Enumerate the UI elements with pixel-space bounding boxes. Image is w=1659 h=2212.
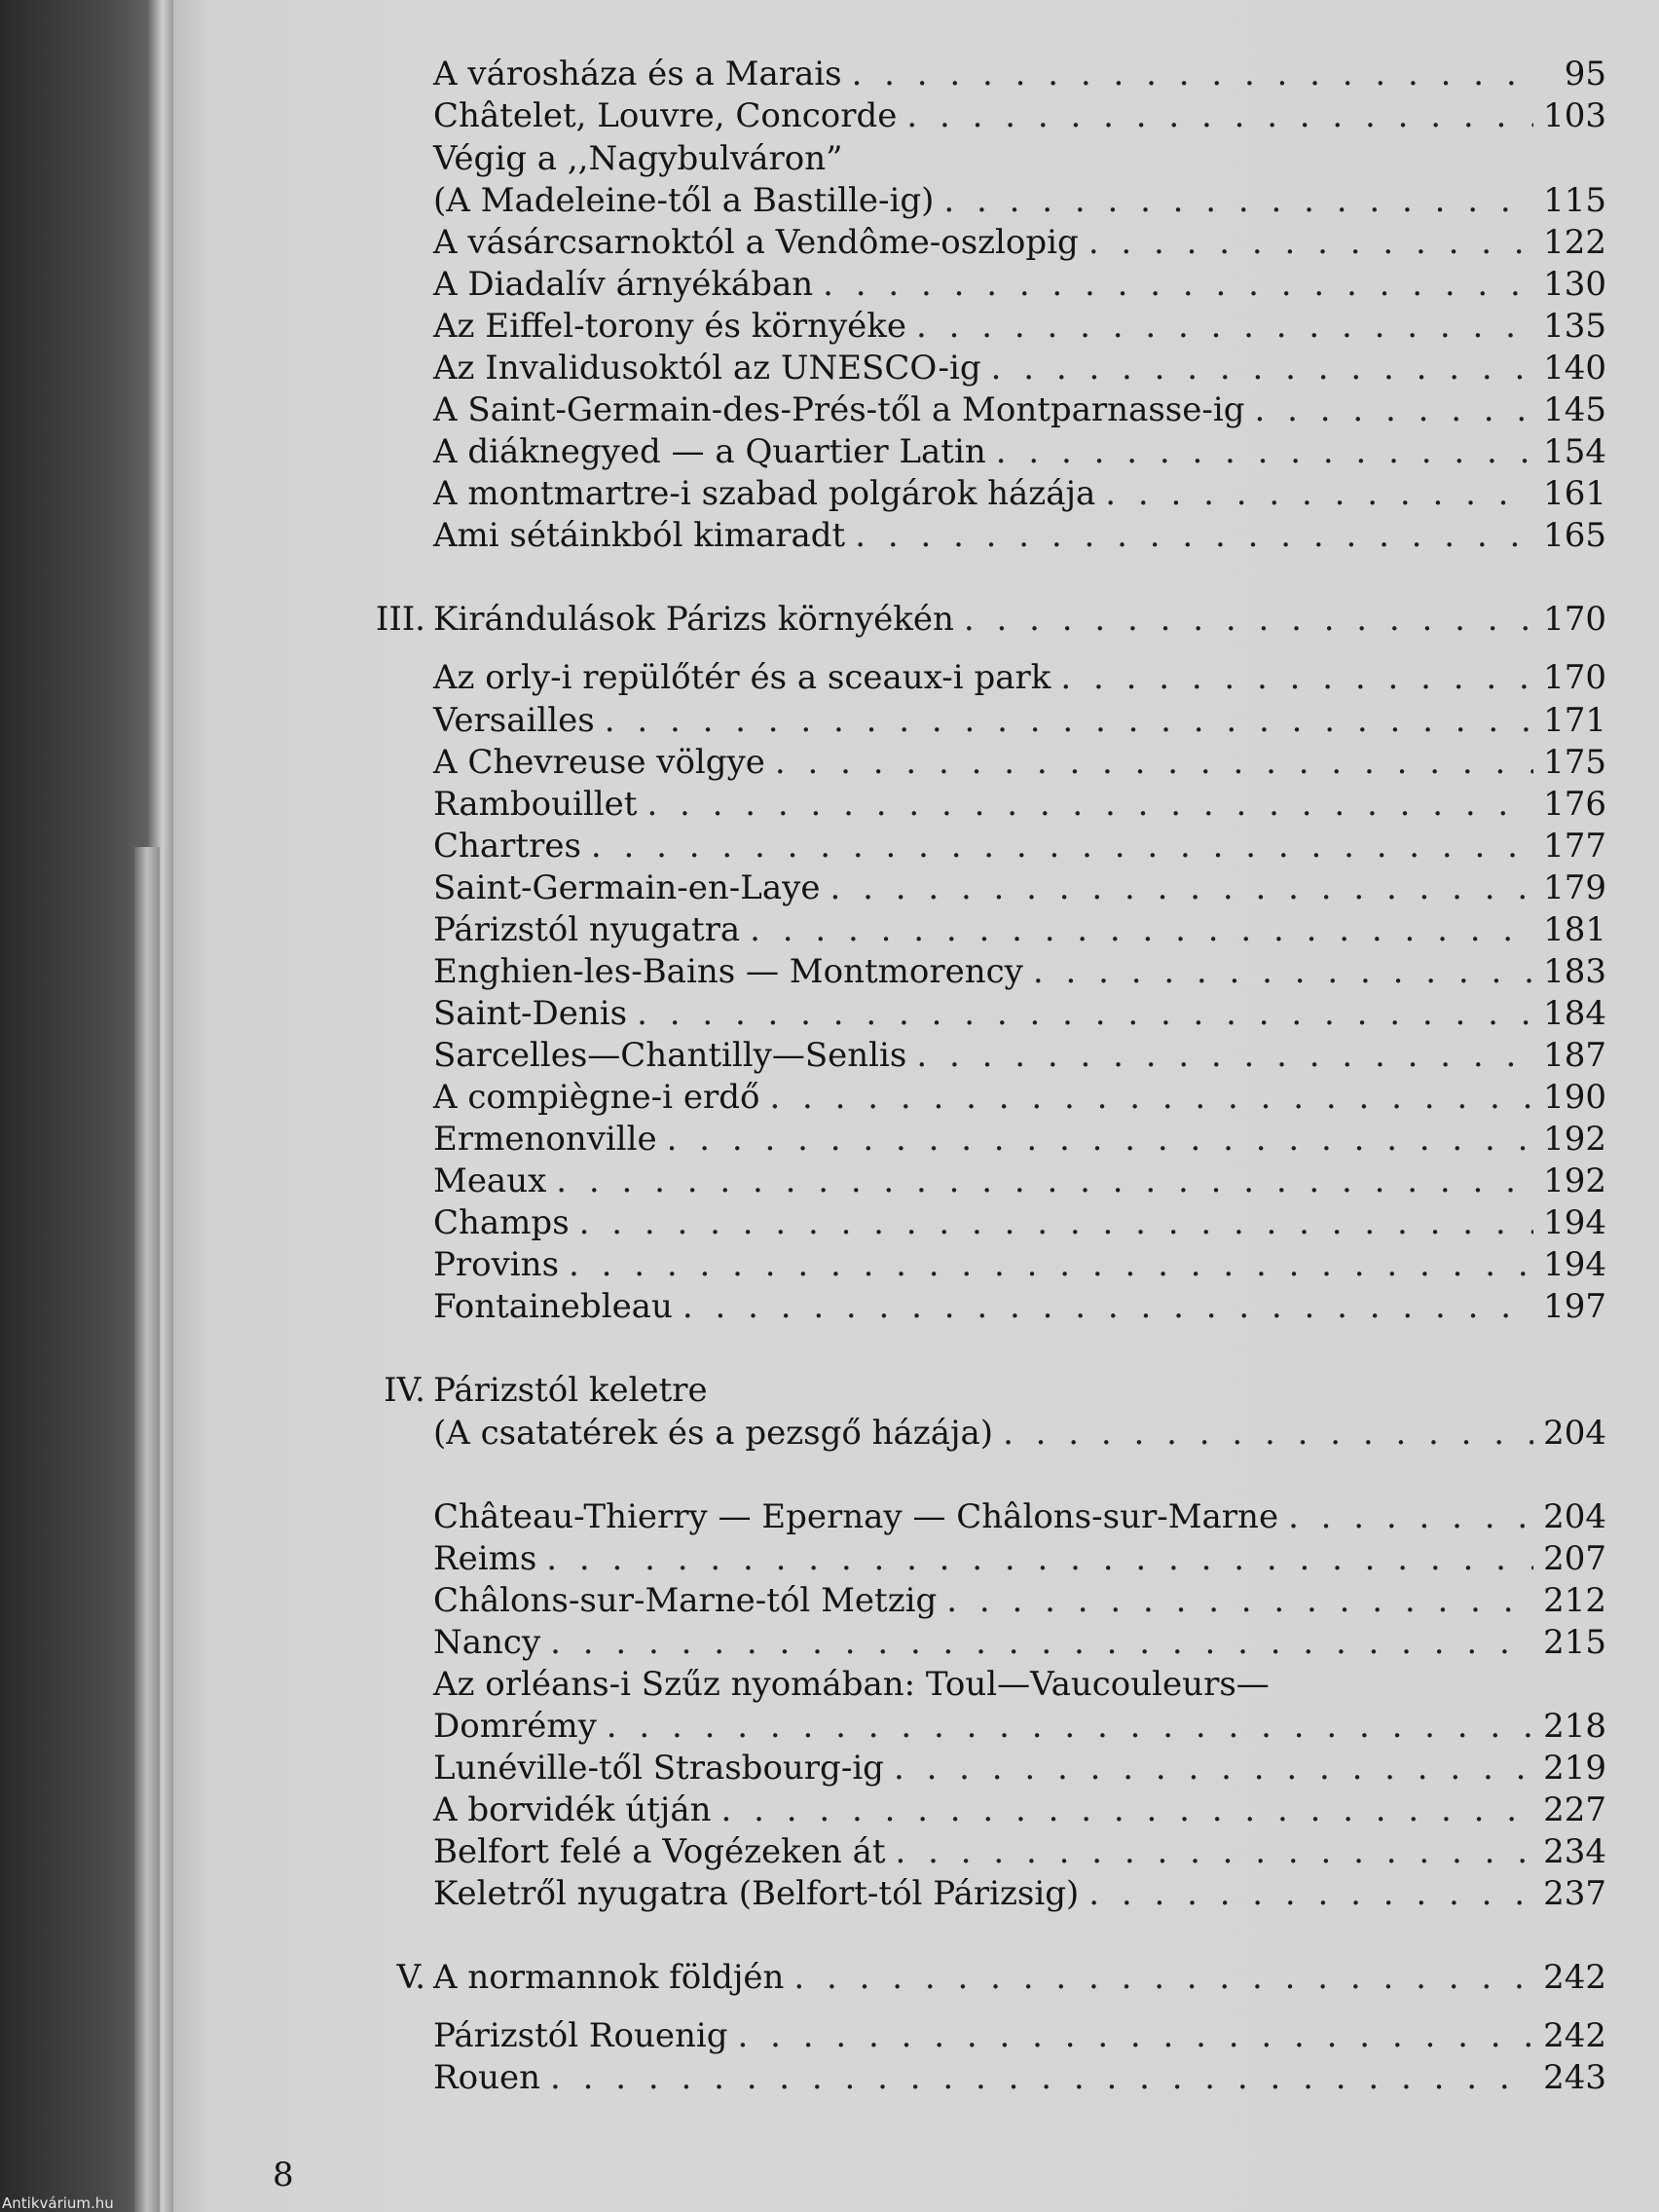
dot-leader <box>996 432 1533 471</box>
entry-title: Champs <box>433 1203 570 1242</box>
entry-page-number: 192 <box>1543 1120 1606 1159</box>
entry-title: Lunéville-től Strasbourg-ig <box>433 1749 884 1788</box>
toc-entry <box>433 701 1606 744</box>
dot-leader <box>1088 1874 1533 1913</box>
dot-leader <box>855 516 1533 555</box>
toc-entry <box>433 910 1606 953</box>
toc-entry <box>433 994 1606 1037</box>
dot-leader <box>556 1161 1533 1200</box>
entry-title: Saint-Denis <box>433 994 628 1033</box>
toc-entry <box>433 1874 1606 1917</box>
section-numeral: V. <box>396 1958 425 1997</box>
dot-leader <box>1088 223 1533 262</box>
entry-title: Fontainebleau <box>433 1287 673 1326</box>
toc-entry <box>433 223 1606 266</box>
entry-page-number: 204 <box>1543 1497 1606 1536</box>
dot-leader <box>569 1245 1533 1284</box>
page-number: 8 <box>273 2156 294 2194</box>
toc-section <box>339 1958 1606 2001</box>
toc-entry <box>433 743 1606 786</box>
toc-entry <box>433 139 1606 182</box>
entry-title: Ami sétáinkból kimaradt <box>433 516 846 555</box>
section-numeral: IV. <box>384 1371 425 1410</box>
entry-title: A montmartre-i szabad polgárok házája <box>433 474 1096 513</box>
toc-entry <box>433 96 1606 139</box>
toc-entry <box>433 349 1606 391</box>
entry-page-number: 176 <box>1543 785 1606 824</box>
entry-page-number: 187 <box>1543 1036 1606 1075</box>
entry-title: A Chevreuse völgye <box>433 743 765 782</box>
entry-page-number: 215 <box>1543 1623 1606 1662</box>
entry-title: Meaux <box>433 1161 547 1200</box>
toc-entry <box>433 1036 1606 1079</box>
entry-page-number: 140 <box>1543 349 1606 387</box>
dot-leader <box>637 994 1533 1033</box>
entry-title: Végig a ,,Nagybulváron” <box>433 139 843 178</box>
entry-page-number: 234 <box>1543 1832 1606 1871</box>
entry-page-number: 154 <box>1543 432 1606 471</box>
toc-entry <box>433 1287 1606 1330</box>
toc-entry <box>433 2016 1606 2059</box>
toc-entry <box>433 1832 1606 1875</box>
entry-title: Kirándulások Párizs környékén <box>433 600 954 639</box>
dot-leader <box>591 827 1533 866</box>
entry-title: Versailles <box>433 701 595 740</box>
entry-page-number: 218 <box>1543 1707 1606 1746</box>
toc-entry <box>433 868 1606 911</box>
entry-title: Enghien-les-Bains — Montmorency <box>433 952 1023 991</box>
entry-title: Párizstól nyugatra <box>433 910 741 949</box>
entry-page-number: 192 <box>1543 1161 1606 1200</box>
entry-title: Belfort felé a Vogézeken át <box>433 1832 886 1871</box>
dot-leader <box>667 1120 1533 1159</box>
dot-leader <box>721 1790 1534 1829</box>
entry-page-number: 219 <box>1543 1749 1606 1788</box>
toc-entry <box>433 181 1606 224</box>
entry-page-number: 243 <box>1543 2058 1606 2097</box>
dot-leader <box>1060 658 1533 697</box>
entry-title: A városháza és a Marais <box>433 55 842 93</box>
dot-leader <box>1255 390 1534 429</box>
dot-leader <box>946 1581 1533 1620</box>
toc-entry <box>433 390 1606 433</box>
dot-leader <box>579 1203 1533 1242</box>
entry-page-number: 237 <box>1543 1874 1606 1913</box>
entry-page-number: 165 <box>1543 516 1606 555</box>
section-numeral: III. <box>375 600 425 639</box>
entry-page-number: 130 <box>1543 265 1606 304</box>
entry-title: Az Invalidusoktól az UNESCO-ig <box>433 349 981 387</box>
toc-entry <box>433 1078 1606 1121</box>
dot-leader <box>896 1832 1534 1871</box>
dot-leader <box>775 743 1533 782</box>
dot-leader <box>550 2058 1533 2097</box>
toc-entry <box>433 1790 1606 1833</box>
entry-title: A diáknegyed — a Quartier Latin <box>433 432 986 471</box>
dot-leader <box>894 1749 1533 1788</box>
toc-entry <box>433 1120 1606 1162</box>
toc-section <box>339 600 1606 643</box>
toc-entry <box>433 55 1606 97</box>
toc-entry <box>433 785 1606 828</box>
dot-leader <box>682 1287 1533 1326</box>
entry-title: Sarcelles—Chantilly—Senlis <box>433 1036 907 1075</box>
entry-title: Reims <box>433 1539 537 1578</box>
entry-page-number: 194 <box>1543 1203 1606 1242</box>
toc-entry <box>433 658 1606 701</box>
dot-leader <box>750 910 1533 949</box>
toc-entry <box>433 1203 1606 1246</box>
dot-leader <box>605 701 1533 740</box>
entry-title: Párizstól keletre <box>433 1371 708 1410</box>
toc-entry <box>433 1749 1606 1791</box>
toc-section <box>339 1371 1606 1414</box>
entry-page-number: 204 <box>1543 1414 1606 1453</box>
entry-title: Châtelet, Louvre, Concorde <box>433 96 898 135</box>
entry-page-number: 242 <box>1543 1958 1606 1997</box>
toc-entry <box>433 432 1606 475</box>
toc-entry <box>433 1707 1606 1750</box>
toc-entry <box>433 474 1606 517</box>
entry-title: A compiègne-i erdő <box>433 1078 760 1117</box>
entry-page-number: 161 <box>1543 474 1606 513</box>
entry-page-number: 115 <box>1543 181 1606 220</box>
dot-leader <box>1288 1497 1533 1536</box>
dot-leader <box>738 2016 1534 2055</box>
dot-leader <box>1105 474 1533 513</box>
entry-page-number: 190 <box>1543 1078 1606 1117</box>
entry-page-number: 95 <box>1564 55 1606 93</box>
toc-entry <box>433 1665 1606 1708</box>
toc-entry <box>433 1497 1606 1540</box>
dot-leader <box>823 265 1533 304</box>
watermark-text: Antikvárium.hu <box>2 2194 114 2212</box>
entry-page-number: 194 <box>1543 1245 1606 1284</box>
entry-title: Rambouillet <box>433 785 638 824</box>
entry-title: Az Eiffel-torony és környéke <box>433 307 907 346</box>
dot-leader <box>916 1036 1533 1075</box>
entry-title: Az orly-i repülőtér és a sceaux-i park <box>433 658 1051 697</box>
entry-page-number: 181 <box>1543 910 1606 949</box>
entry-page-number: 103 <box>1543 96 1606 135</box>
entry-page-number: 170 <box>1543 600 1606 639</box>
dot-leader <box>1033 952 1533 991</box>
entry-page-number: 175 <box>1543 743 1606 782</box>
entry-title: Châlons-sur-Marne-tól Metzig <box>433 1581 938 1620</box>
entry-title: Domrémy <box>433 1707 597 1746</box>
toc-entry <box>433 2058 1606 2101</box>
toc-entry <box>433 265 1606 308</box>
toc-entry <box>433 307 1606 350</box>
dot-leader <box>852 55 1538 93</box>
entry-title: A Diadalív árnyékában <box>433 265 814 304</box>
entry-page-number: 170 <box>1543 658 1606 697</box>
toc-entry <box>433 1623 1606 1666</box>
dot-leader <box>1003 1414 1533 1453</box>
dot-leader <box>546 1539 1533 1578</box>
dot-leader <box>607 1707 1533 1746</box>
entry-title: A borvidék útján <box>433 1790 712 1829</box>
toc-entry <box>433 1245 1606 1288</box>
dot-leader <box>646 785 1533 824</box>
toc-entry <box>433 827 1606 869</box>
entry-title: Ermenonville <box>433 1120 657 1159</box>
entry-title: A vásárcsarnoktól a Vendôme-oszlopig <box>433 223 1079 262</box>
entry-title: Párizstól Rouenig <box>433 2016 728 2055</box>
toc-entry <box>433 1581 1606 1624</box>
toc-entry <box>433 1539 1606 1582</box>
entry-title: Keletről nyugatra (Belfort-tól Párizsig) <box>433 1874 1080 1913</box>
toc-entry <box>433 516 1606 559</box>
entry-title: Nancy <box>433 1623 541 1662</box>
entry-title: A Saint-Germain-des-Prés-től a Montparnasse-ig <box>433 390 1245 429</box>
entry-page-number: 171 <box>1543 701 1606 740</box>
entry-title: Rouen <box>433 2058 540 2097</box>
dot-leader <box>906 96 1533 135</box>
dot-leader <box>793 1958 1533 1997</box>
entry-page-number: 227 <box>1543 1790 1606 1829</box>
entry-title: Az orléans-i Szűz nyomában: Toul—Vaucouleurs— <box>433 1665 1270 1704</box>
entry-page-number: 177 <box>1543 827 1606 866</box>
entry-title: Château-Thierry — Epernay — Châlons-sur-Marne <box>433 1497 1279 1536</box>
dot-leader <box>830 868 1533 907</box>
toc-entry <box>433 952 1606 995</box>
entry-page-number: 212 <box>1543 1581 1606 1620</box>
entry-title: (A csatatérek és a pezsgő házája) <box>433 1414 994 1453</box>
dot-leader <box>769 1078 1533 1117</box>
dot-leader <box>943 181 1533 220</box>
entry-page-number: 122 <box>1543 223 1606 262</box>
entry-title: Provins <box>433 1245 560 1284</box>
entry-page-number: 183 <box>1543 952 1606 991</box>
entry-page-number: 242 <box>1543 2016 1606 2055</box>
dot-leader <box>916 307 1533 346</box>
entry-page-number: 179 <box>1543 868 1606 907</box>
entry-page-number: 184 <box>1543 994 1606 1033</box>
entry-title: Saint-Germain-en-Laye <box>433 868 821 907</box>
entry-page-number: 145 <box>1543 390 1606 429</box>
dot-leader <box>550 1623 1533 1662</box>
toc-entry <box>433 1414 1606 1456</box>
entry-title: Chartres <box>433 827 581 866</box>
dot-leader <box>991 349 1534 387</box>
entry-title: (A Madeleine-től a Bastille-ig) <box>433 181 935 220</box>
entry-page-number: 135 <box>1543 307 1606 346</box>
dot-leader <box>964 600 1533 639</box>
toc-entry <box>433 1161 1606 1204</box>
entry-title: A normannok földjén <box>433 1958 785 1997</box>
entry-page-number: 197 <box>1543 1287 1606 1326</box>
entry-page-number: 207 <box>1543 1539 1606 1578</box>
